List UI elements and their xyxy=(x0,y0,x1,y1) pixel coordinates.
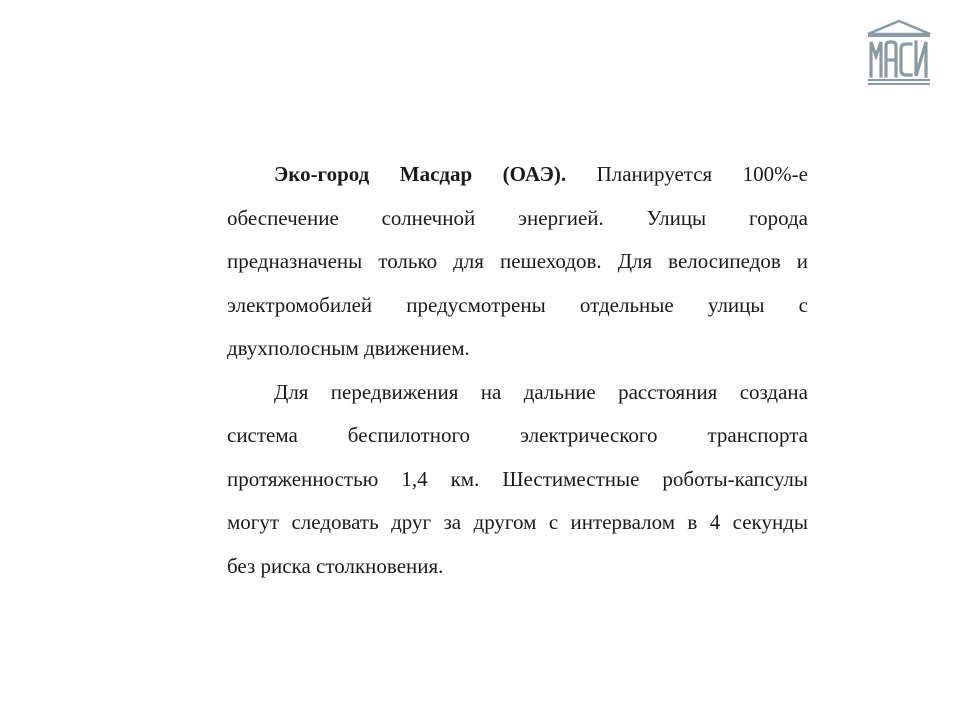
text-line: могут следовать друг за другом с интервалом в 4 секунды xyxy=(227,510,808,534)
text-line: система беспилотного электрического транспорта xyxy=(227,423,808,447)
paragraph-transport xyxy=(180,371,808,589)
text-line: Для передвижения на дальние расстояния создана xyxy=(274,379,808,404)
text-line: протяженностью 1,4 км. Шестиместные роботы-капсулы xyxy=(227,466,808,491)
text-line: предназначены только для пешеходов. Для велосипедов и xyxy=(227,249,808,273)
building-icon xyxy=(862,18,936,90)
paragraph-lead: Эко-город Масдар (ОАЭ). xyxy=(274,162,567,186)
text-line: обеспечение солнечной энергией. Улицы города xyxy=(227,205,808,230)
masi-logo xyxy=(862,18,936,90)
article-text xyxy=(180,153,808,588)
paragraph-masdar xyxy=(180,153,808,371)
text-line: электромобилей предусмотрены отдельные улицы с xyxy=(227,292,808,317)
text-line: двухполосным движением. xyxy=(227,336,470,360)
text-line: Эко-город Масдар (ОАЭ). Планируется 100%-е xyxy=(274,162,808,186)
text-line: без риска столкновения. xyxy=(227,553,444,578)
